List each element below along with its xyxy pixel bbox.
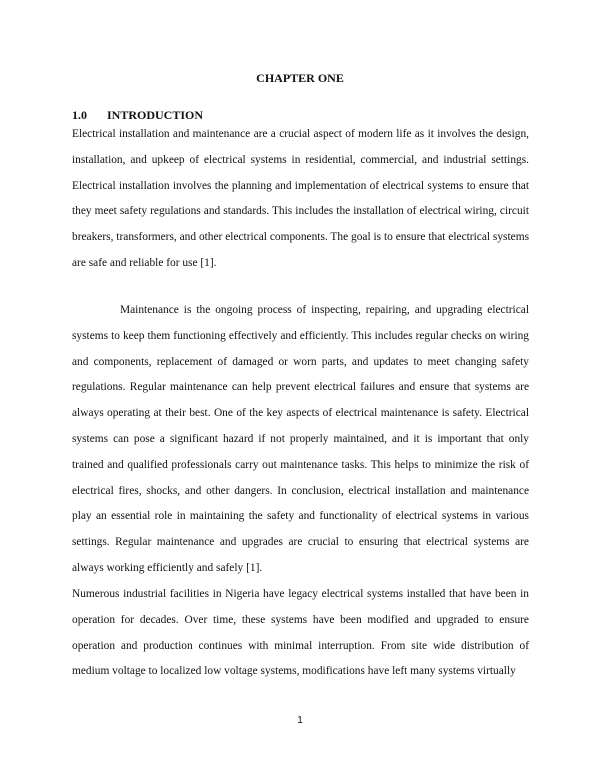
section-number: 1.0 <box>72 108 87 122</box>
paragraph-1: Electrical installation and maintenance are a crucial aspect of modern life as it involves the design, installation, and upkeep of electrical systems in residential, commercial, and industrial settings. Electrical installation involves the planning and implementation of electrical systems to ensure that they meet safety regulations and standards. This includes the installation of electrical wiring, circuit breakers, transformers, and other electrical components. The goal is to ensure that electrical systems are safe and reliable for use [1]. <box>72 128 529 269</box>
section-title: INTRODUCTION <box>107 108 204 122</box>
chapter-title: CHAPTER ONE <box>256 71 344 85</box>
page-number: 1 <box>297 715 303 726</box>
section-heading <box>72 108 203 122</box>
paragraph-3: Numerous industrial facilities in Nigeria have legacy electrical systems installed that have been in operation for decades. Over time, these systems have been modified and upgraded to ensure operation and production continues with minimal interruption. From site wide distribution of medium voltage to localized low voltage systems, modifications have left many systems virtually <box>72 588 529 678</box>
paragraph-2: Maintenance is the ongoing process of inspecting, repairing, and upgrading electrical systems to keep them functioning effectively and efficiently. This includes regular checks on wiring and components, replacement of damaged or worn parts, and updates to meet changing safety regulations. Regular maintenance can help prevent electrical failures and ensure that systems are always operating at their best. One of the key aspects of electrical maintenance is safety. Electrical systems can pose a significant hazard if not properly maintained, and it is important that only trained and qualified professionals carry out maintenance tasks. This helps to minimize the risk of electrical fires, shocks, and other dangers. In conclusion, electrical installation and maintenance play an essential role in maintaining the safety and functionality of electrical systems in various settings. Regular maintenance and upgrades are crucial to ensuring that electrical systems are always working efficiently and safely [1]. <box>72 304 529 574</box>
